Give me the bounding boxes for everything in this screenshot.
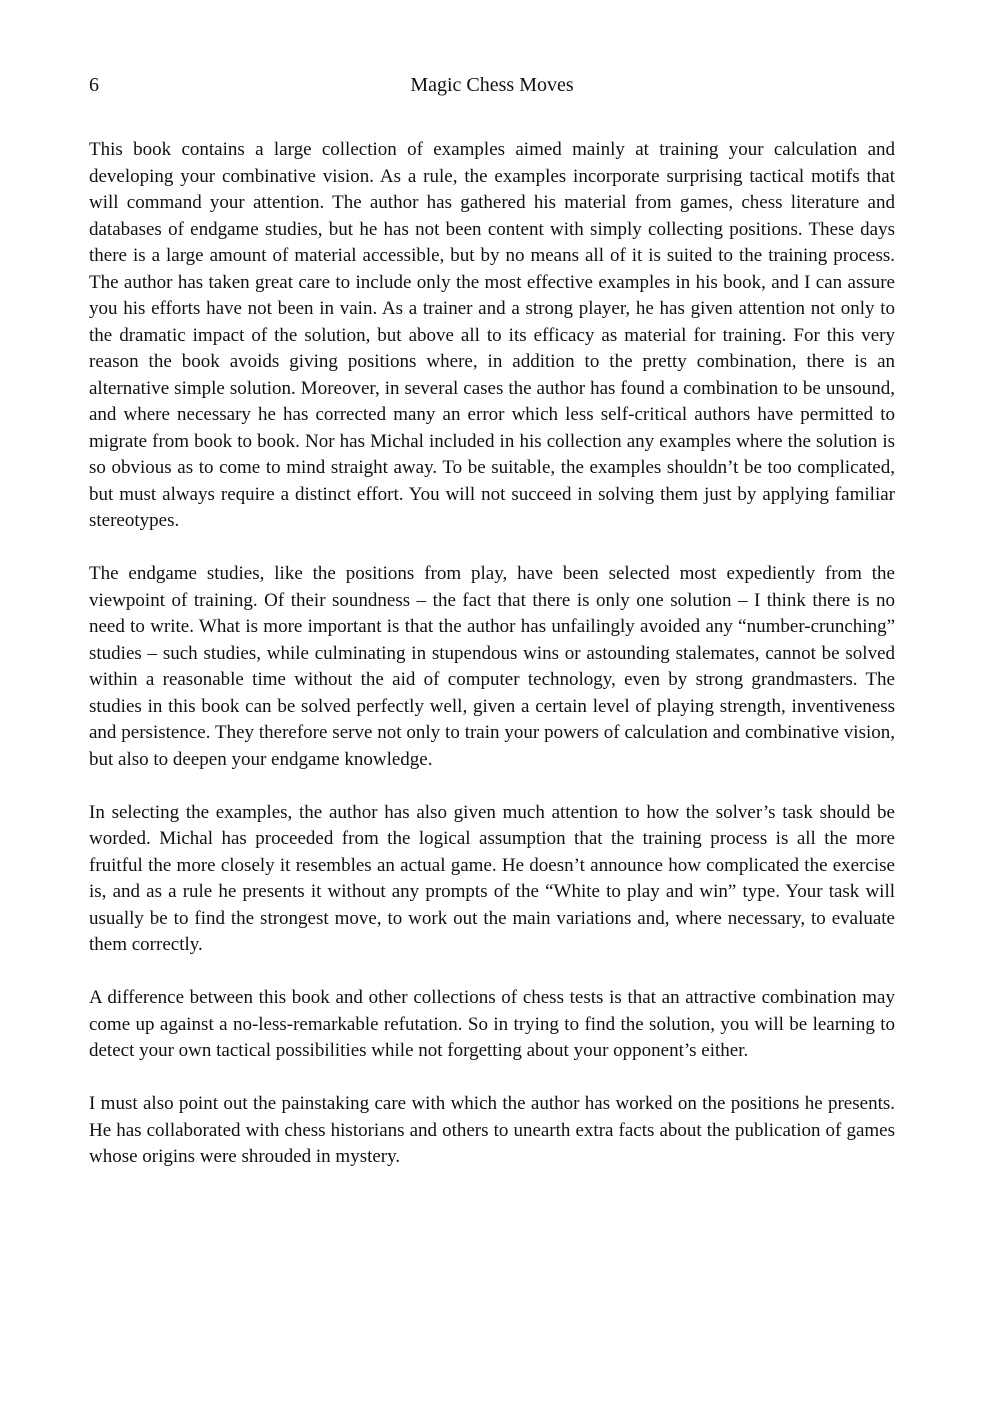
page-number: 6	[89, 74, 99, 96]
book-title: Magic Chess Moves	[410, 74, 574, 96]
running-head	[89, 72, 895, 98]
paragraph-4: A difference between this book and other collections of chess tests is that an attractive combination may come up against a no-less-remarkable refutation. So in trying to find the solution, you will be learning to detect your own tactical possibilities while not forgetting about your opponent’s either.	[89, 987, 895, 1061]
paragraph-3: In selecting the examples, the author has also given much attention to how the solver’s task should be worded. Michal has proceeded from the logical assumption that the training process is all the more fruitful the more closely it resembles an actual game. He doesn’t announce how complicated the exercise is, and as a rule he presents it without any prompts of the “White to play and win” type. Your task will usually be to find the strongest move, to work out the main variations and, where necessary, to evaluate them correctly.	[89, 801, 895, 955]
paragraph-2: The endgame studies, like the positions from play, have been selected most expediently from the viewpoint of training. Of their soundness – the fact that there is only one solution – I think there is no need to write. What is more important is that the author has unfailingly avoided any “number-crunching” studies – such studies, while culminating in stupendous wins or astounding stalemates, cannot be solved within a reasonable time without the aid of computer technology, even by strong grandmasters. The studies in this book can be solved perfectly well, given a certain level of playing strength, inventiveness and persistence. They therefore serve not only to train your powers of calculation and combinative vision, but also to deepen your endgame knowledge.	[89, 563, 895, 770]
paragraph-1: This book contains a large collection of examples aimed mainly at training your calculation and developing your combinative vision. As a rule, the examples incorporate surprising tactical motifs that will command your attention. The author has gathered his material from games, chess literature and databases of endgame studies, but he has not been content with simply collecting positions. These days there is a large amount of material accessible, but by no means all of it is suited to the training process. The author has taken great care to include only the most effective examples in his book, and I can assure you his efforts have not been in vain. As a trainer and a strong player, he has given attention not only to the dramatic impact of the solution, but above all to its efficacy as material for training. For this very reason the book avoids giving positions where, in addition to the pretty combination, there is an alternative simple solution. Moreover, in several cases the author has found a combination to be unsound, and where necessary he has corrected many an error which less self-critical authors have permitted to migrate from book to book. Nor has Michal included in his collection any examples where the solution is so obvious as to come to mind straight away. To be suitable, the examples shouldn’t be too complicated, but must always require a distinct effort. You will not succeed in solving them just by applying familiar stereotypes.	[89, 139, 895, 531]
paragraph-5: I must also point out the painstaking care with which the author has worked on the positions he presents. He has collaborated with chess historians and others to unearth extra facts about the publication of games whose origins were shrouded in mystery.	[89, 1093, 895, 1167]
body-text	[89, 137, 895, 1197]
